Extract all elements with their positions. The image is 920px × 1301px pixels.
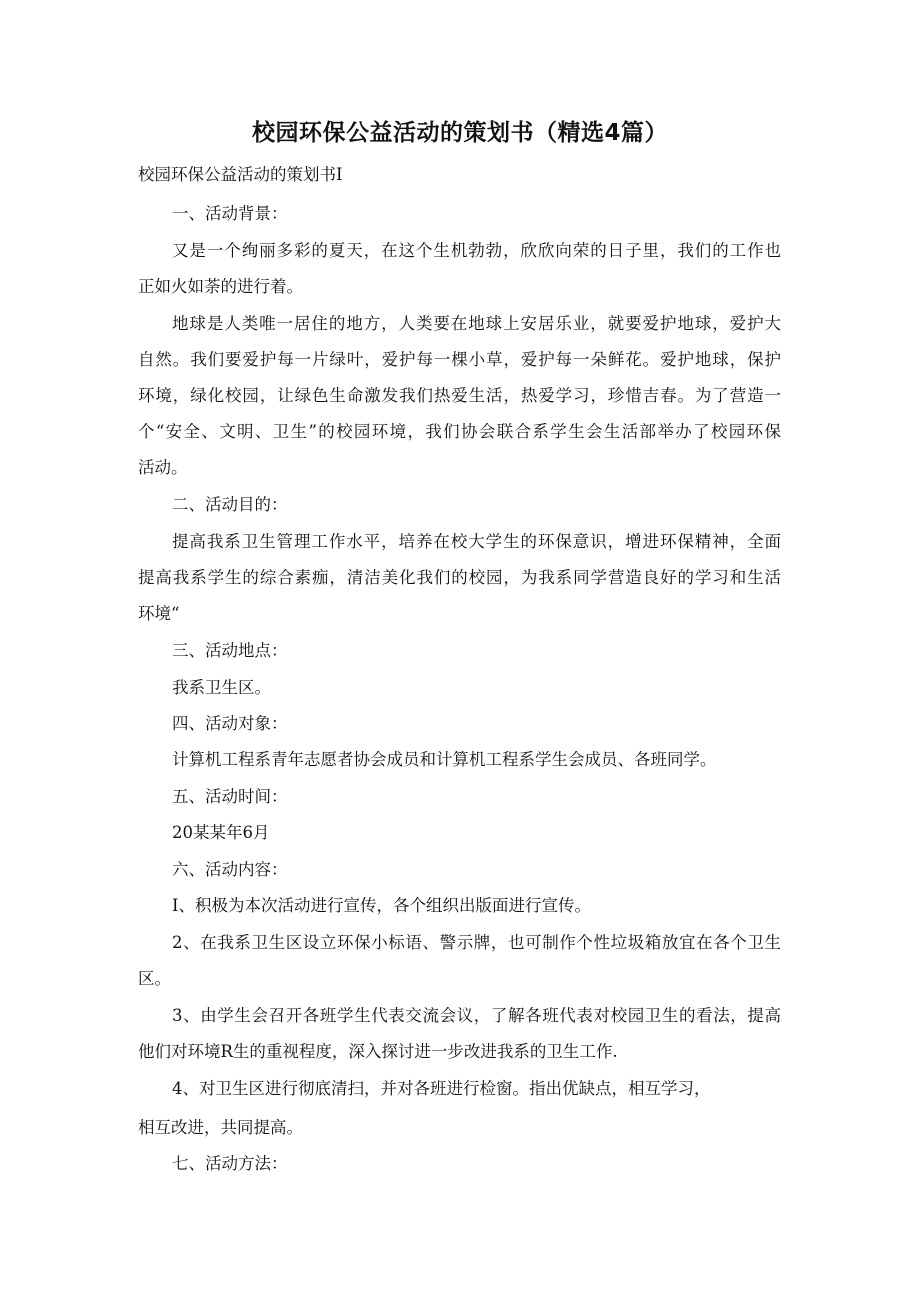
list-item: 4、对卫生区进行彻底清扫，并对各班进行检窗。指出优缺点，相互学习， [172, 1079, 711, 1098]
section-heading-background: 一、活动背景： [172, 204, 288, 223]
list-item-continued: 区。 [138, 969, 171, 988]
paragraph-line: 活动。 [138, 458, 188, 477]
document-subtitle: 校园环保公益活动的策划书I [138, 165, 343, 184]
paragraph-line: 我系卫生区。 [172, 678, 271, 697]
paragraph-line: 个“安全、文明、卫生”的校园环境，我们协会联合系学生会生活部举办了校园环保 [138, 422, 781, 441]
document-title: 校园环保公益活动的策划书（精选4篇） [251, 120, 668, 146]
list-item: 3、由学生会召开各班学生代表交流会议，了解各班代表对校园卫生的看法，提高 [172, 1006, 781, 1025]
paragraph-line: 提高我系卫生管理工作水平，培养在校大学生的环保意识，增进环保精神，全面 [172, 532, 781, 551]
section-heading-location: 三、活动地点： [172, 641, 288, 660]
list-item: I、积极为本次活动进行宣传，各个组织出版面进行宣传。 [172, 896, 592, 915]
paragraph-line: 计算机工程系青年志愿者协会成员和计算机工程系学生会成员、各班同学。 [172, 750, 717, 769]
section-heading-participants: 四、活动对象： [172, 714, 288, 733]
list-item: 2、在我系卫生区设立环保小标语、警示牌，也可制作个性垃圾箱放宜在各个卫生 [172, 933, 781, 952]
paragraph-line: 环境“ [138, 604, 180, 623]
paragraph-line: 正如火如荼的进行着。 [138, 277, 303, 296]
section-heading-method: 七、活动方法： [172, 1154, 288, 1173]
section-heading-purpose: 二、活动目的： [172, 495, 288, 514]
list-item-continued: 相互改进，共同提高。 [138, 1118, 303, 1137]
paragraph-line: 提高我系学生的综合素痂，清洁美化我们的校园，为我系同学营造良好的学习和生活 [138, 568, 781, 587]
paragraph-line: 环境，绿化校园，让绿色生命激发我们热爱生活，热爱学习，珍惜吉春。为了营造一 [138, 386, 781, 405]
list-item-continued: 他们对环境R生的重视程度，深入探讨进一步改进我系的卫生工作. [138, 1042, 618, 1061]
paragraph-line: 又是一个绚丽多彩的夏天，在这个生机勃勃，欣欣向荣的日子里，我们的工作也 [172, 241, 781, 260]
section-heading-time: 五、活动时间： [172, 787, 288, 806]
paragraph-line: 地球是人类唯一居住的地方，人类要在地球上安居乐业，就要爱护地球，爱护大 [172, 314, 781, 333]
paragraph-line: 自然。我们要爱护每一片绿叶，爱护每一棵小草，爱护每一朵鲜花。爱护地球，保护 [138, 350, 781, 369]
section-heading-content: 六、活动内容： [172, 860, 288, 879]
paragraph-line: 20某某年6月 [172, 823, 270, 842]
